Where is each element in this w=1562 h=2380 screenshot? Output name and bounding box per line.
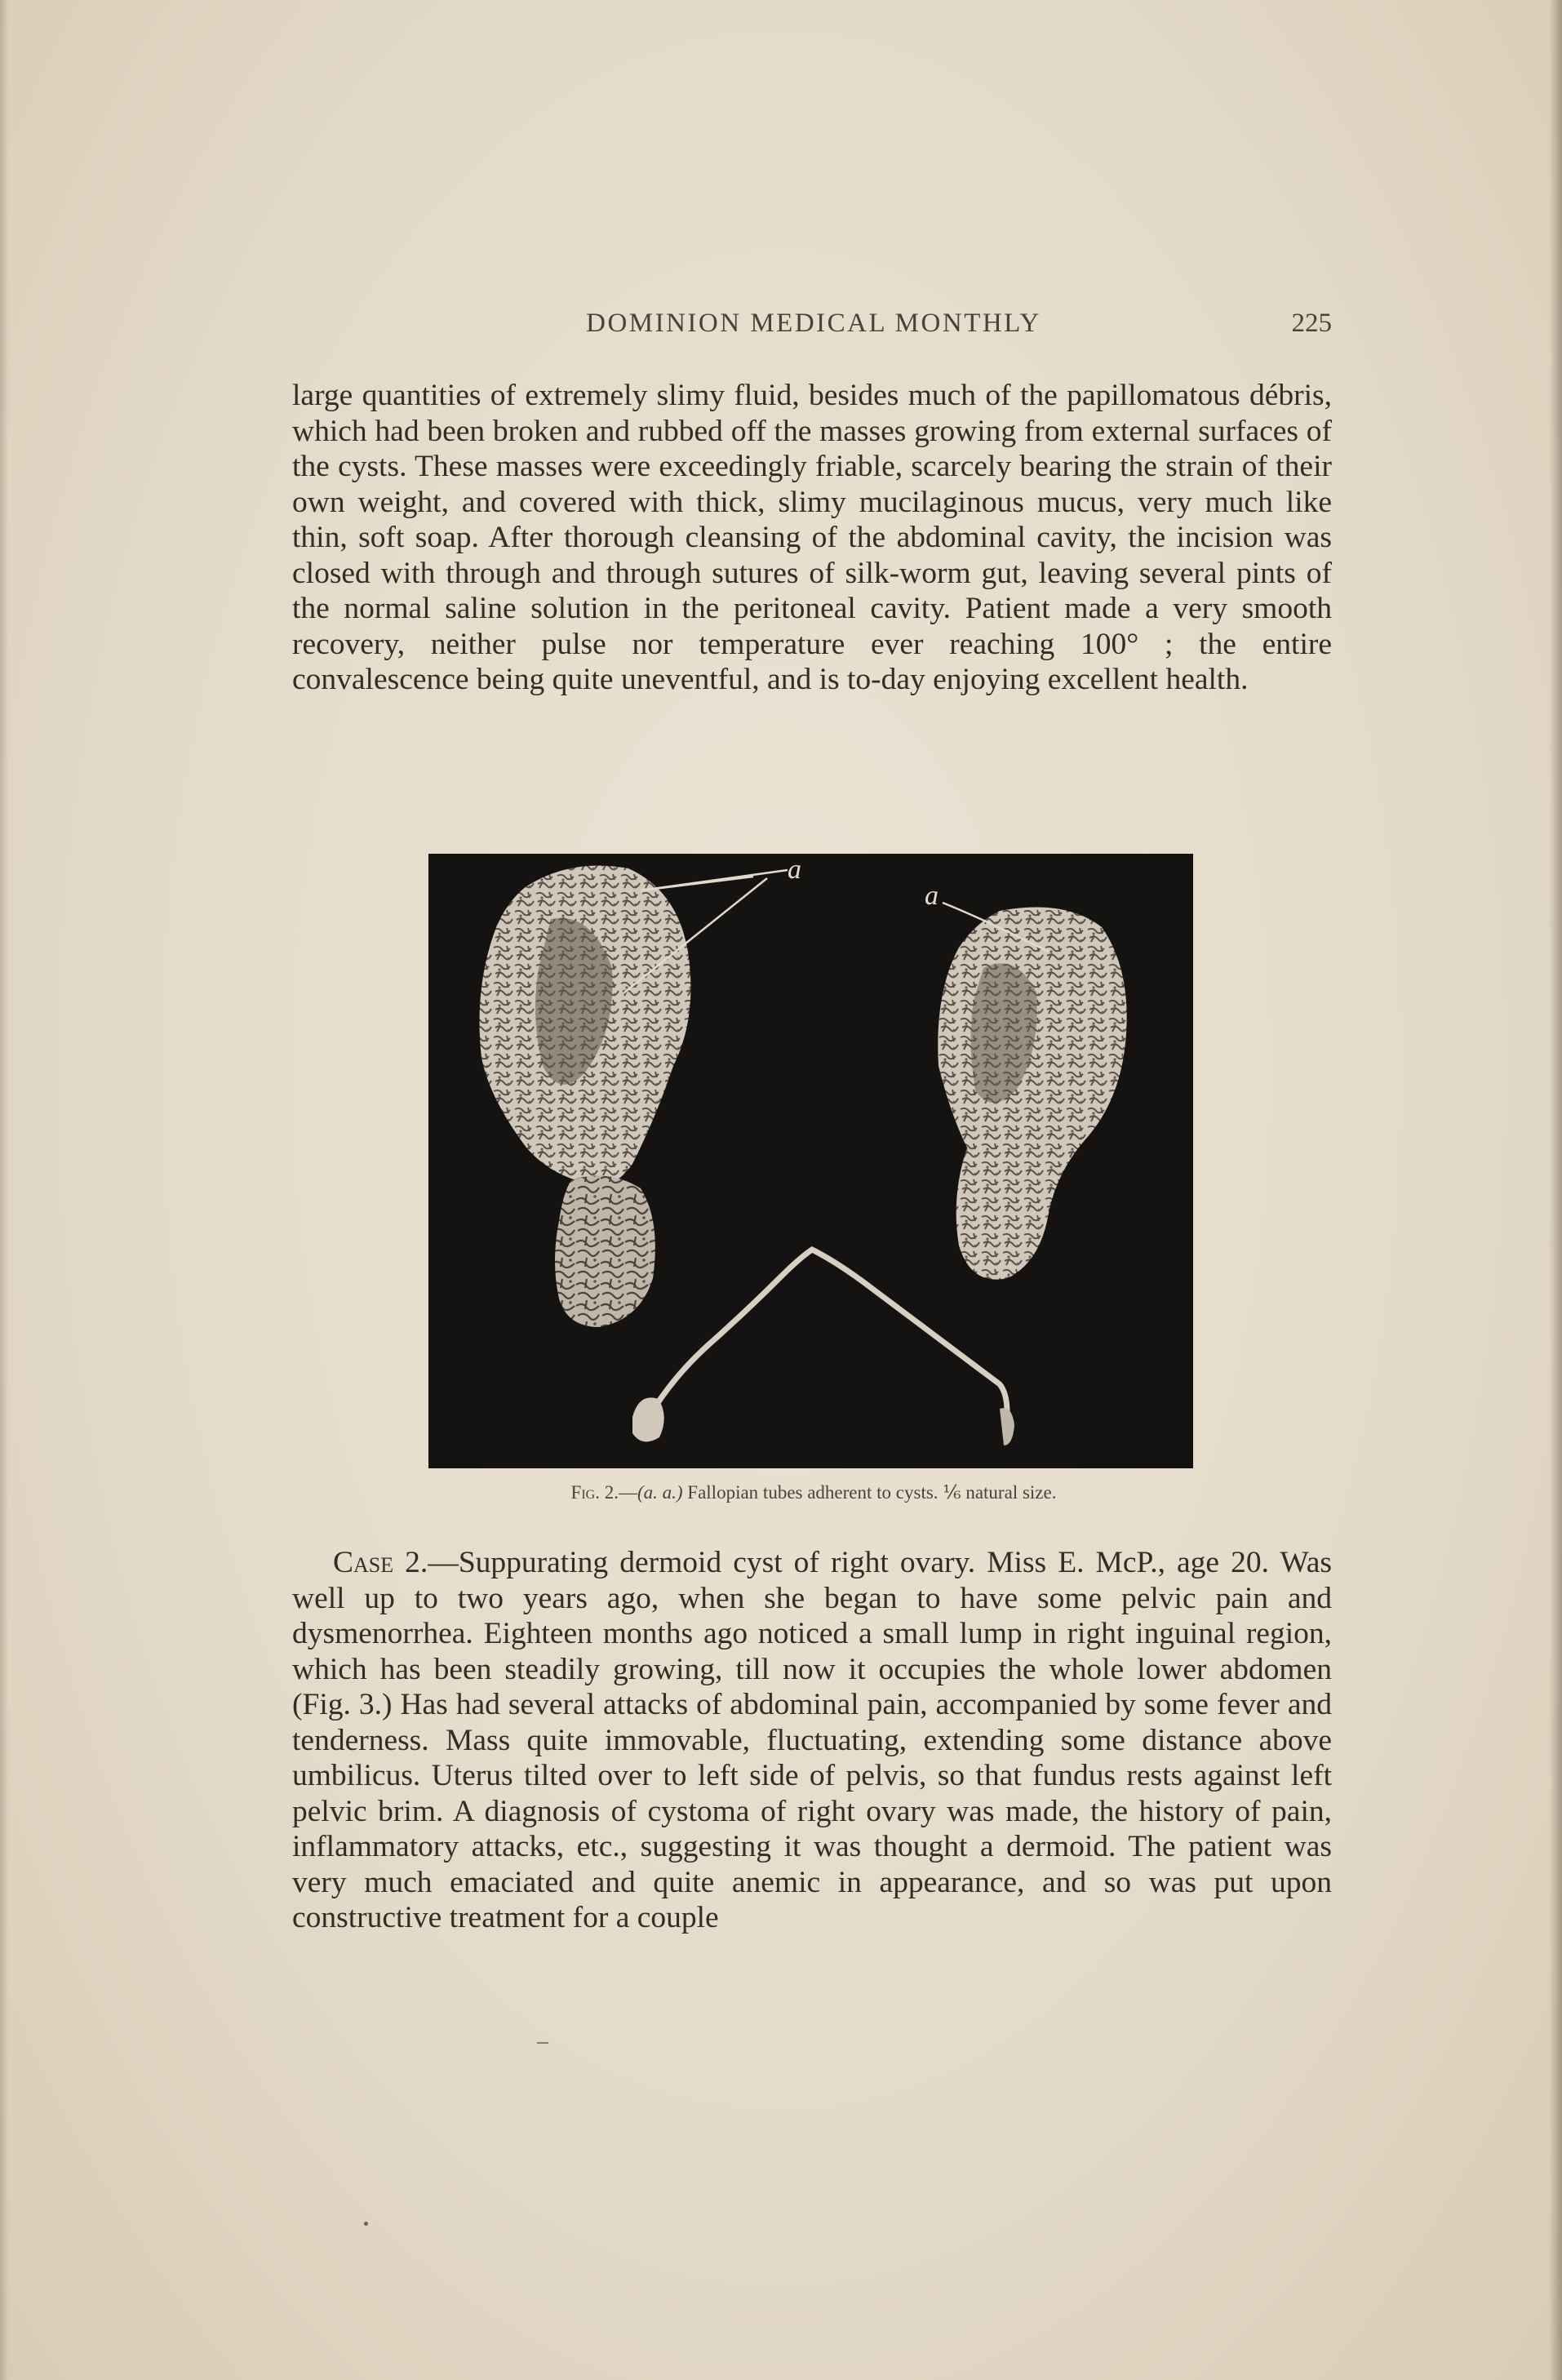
- page-edge-shadow-right: [1549, 0, 1562, 2380]
- case-label: Case 2.: [333, 1546, 428, 1579]
- page-header: [295, 309, 1332, 344]
- caption-dash: —: [618, 1482, 637, 1503]
- caption-label-reference: (a. a.): [637, 1482, 683, 1503]
- body-paragraph-1: large quantities of extremely slimy fluid, besides much of the papillomatous débris, which had been broken and rubbed off the masses growing from external surfaces of the cysts. These masses were exceedingly friable, scarcely bearing the strain of their own weight, and covered with thick, slimy mucilaginous mucus, very much like thin, soft soap. After thorough cleansing of the abdominal cavity, the incision was closed with through and through sutures of silk-worm gut, leaving several pints of the normal saline solution in the peritoneal cavity. Patient made a very smooth recovery, neither pulse nor temperature ever reaching 100° ; the entire convalescence being quite uneventful, and is to-day enjoying excellent health.: [292, 379, 1332, 696]
- figure-label-right: a: [925, 881, 939, 911]
- caption-figure-number: Fig. 2.: [570, 1482, 619, 1503]
- page-speck: [364, 2222, 368, 2226]
- page-speck: [537, 2042, 548, 2044]
- case-text: —Suppurating dermoid cyst of right ovary. Miss E. McP., age 20. Was well up to two years ago, when she began to have some pelvic pain and dysmenorrhea. Eighteen months ago noticed a small lump in right inguinal region, which has been steadily growing, till now it occupies the whole lower abdomen (Fig. 3.) Has had several attacks of abdominal pain, accompanied by some fever and tenderness. Mass quite immovable, fluctuating, extending some distance above umbilicus. Uterus tilted over to left side of pelvis, so that fundus rests against left pelvic brim. A diagnosis of cystoma of right ovary was made, the history of pain, inflammatory attacks, etc., suggesting it was thought a dermoid. The patient was very much emaciated and quite anemic in appearance, and so was put upon constructive treatment for a couple: [292, 1546, 1332, 1934]
- specimen-photograph: [428, 854, 1193, 1468]
- caption-text: Fallopian tubes adherent to cysts. ⅙ natural size.: [682, 1482, 1057, 1503]
- running-title: DOMINION MEDICAL MONTHLY: [586, 309, 1041, 338]
- page-number: 225: [1291, 309, 1332, 338]
- page-edge-shadow-left: [0, 0, 8, 2380]
- figure-label-left: a: [788, 855, 801, 885]
- body-paragraph-2: [292, 1545, 1332, 1936]
- figure-caption: [295, 1482, 1332, 1503]
